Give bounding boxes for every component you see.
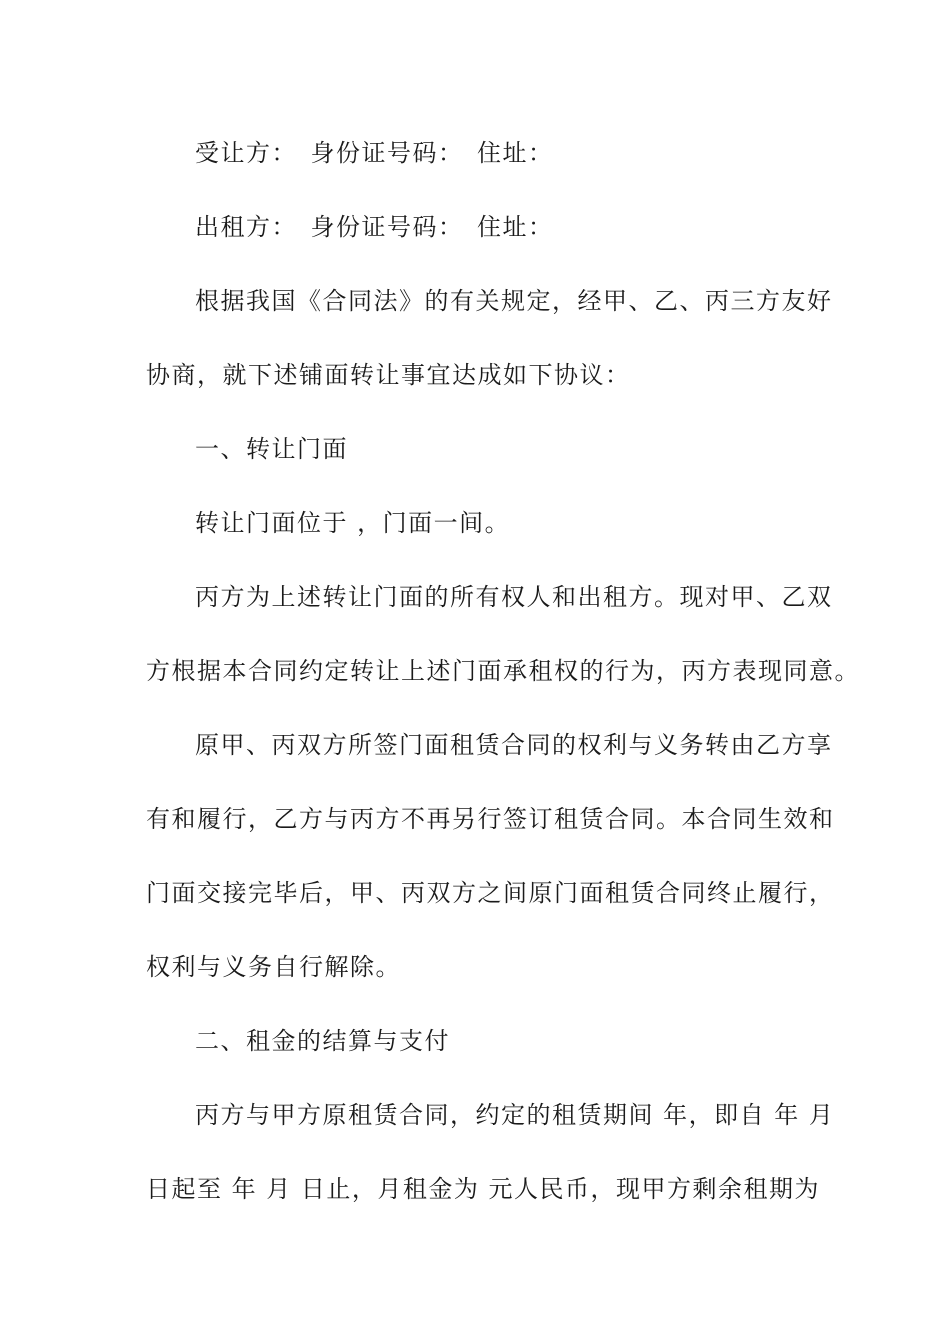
lessor-info-line: 出租方： 身份证号码： 住址：: [195, 213, 554, 241]
section-heading-2: 二、租金的结算与支付: [195, 1027, 450, 1055]
section-heading-1: 一、转让门面: [195, 435, 348, 463]
paragraph-line: 门面交接完毕后，甲、丙双方之间原门面租赁合同终止履行，: [146, 879, 835, 907]
paragraph-line: 原甲、丙双方所签门面租赁合同的权利与义务转由乙方享: [195, 731, 833, 759]
paragraph-line: 丙方为上述转让门面的所有权人和出租方。现对甲、乙双: [195, 583, 833, 611]
paragraph-line: 日起至 年 月 日止，月租金为 元人民币，现甲方剩余租期为: [146, 1175, 821, 1203]
paragraph-line: 权利与义务自行解除。: [146, 953, 401, 981]
paragraph-line: 方根据本合同约定转让上述门面承租权的行为，丙方表现同意。: [146, 657, 860, 685]
shop-location-line: 转让门面位于 ，门面一间。: [195, 509, 511, 537]
transferee-info-line: 受让方： 身份证号码： 住址：: [195, 139, 554, 167]
preamble-line-2: 协商，就下述铺面转让事宜达成如下协议：: [146, 361, 631, 389]
paragraph-line: 丙方与甲方原租赁合同，约定的租赁期间 年，即自 年 月: [195, 1101, 835, 1129]
preamble-line-1: 根据我国《合同法》的有关规定，经甲、乙、丙三方友好: [195, 287, 833, 315]
paragraph-line: 有和履行，乙方与丙方不再另行签订租赁合同。本合同生效和: [146, 805, 835, 833]
